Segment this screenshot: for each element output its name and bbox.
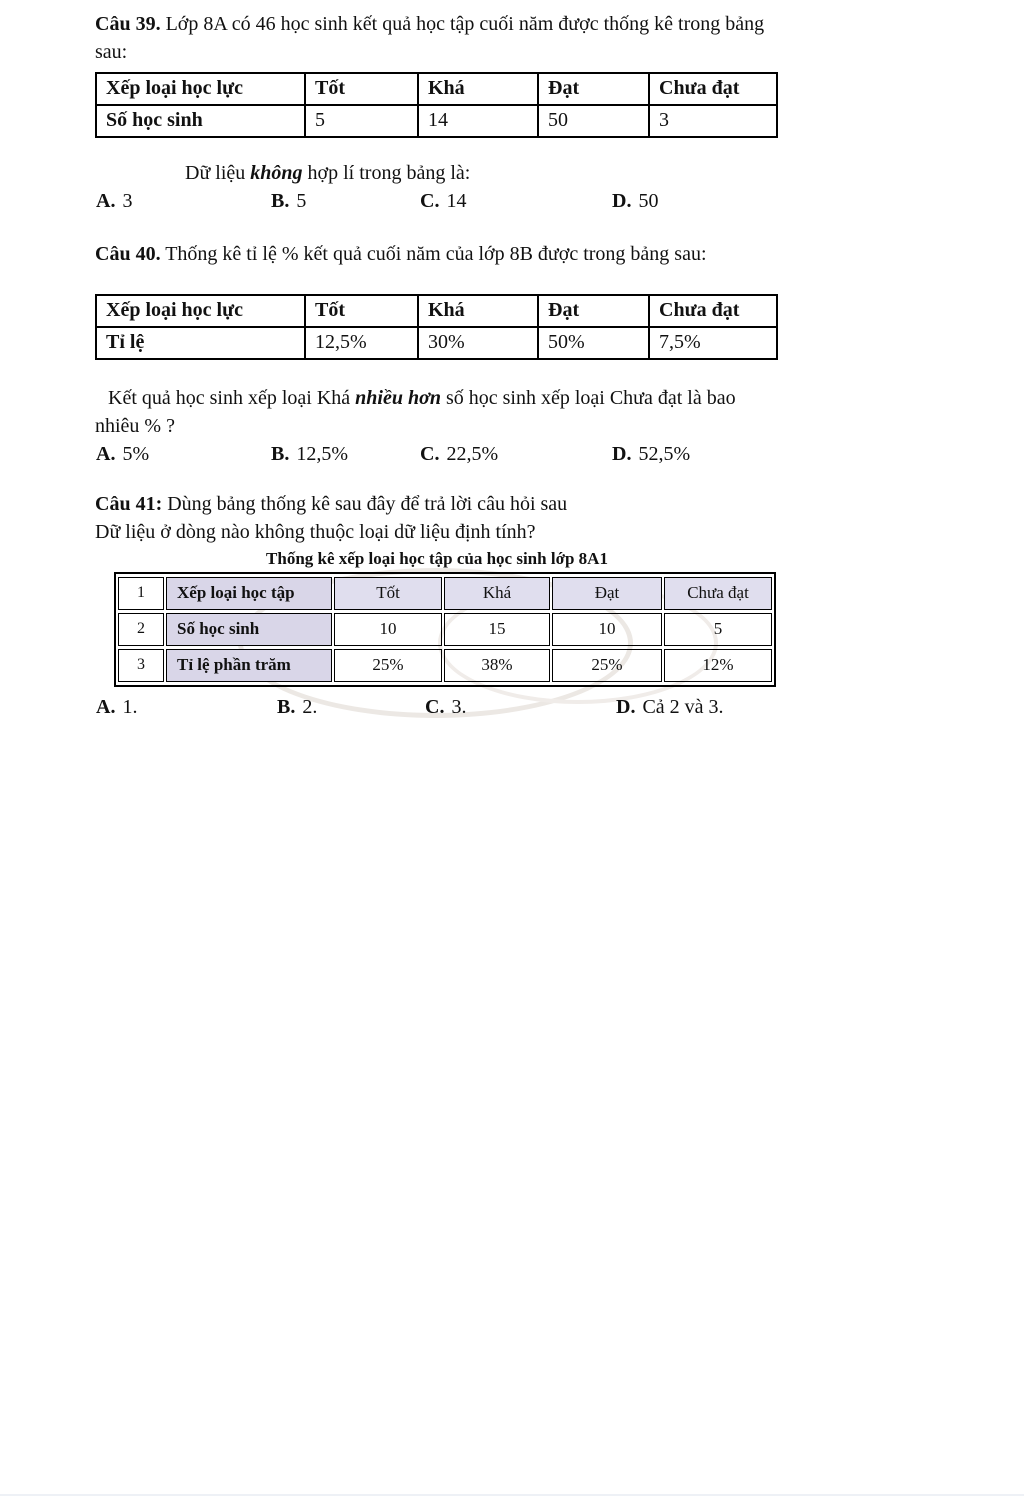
q40-table bbox=[95, 294, 778, 360]
q41-table bbox=[114, 572, 776, 687]
q41-row-number: 3 bbox=[118, 649, 164, 682]
q39-question-emphasis: không bbox=[250, 162, 303, 184]
q40-option-d: D. 52,5% bbox=[612, 443, 691, 465]
q41-table-cell: Khá bbox=[444, 577, 550, 610]
q40-table-cell: 7,5% bbox=[649, 327, 777, 359]
q40-option-a: A. 5% bbox=[96, 443, 150, 465]
q41-table-cell: 10 bbox=[552, 613, 662, 646]
q39-table-data-row bbox=[96, 105, 777, 137]
q39-table-header-cell: Tốt bbox=[305, 73, 418, 105]
q39-table-header-cell: Khá bbox=[418, 73, 538, 105]
q40-table-cell: 30% bbox=[418, 327, 538, 359]
q41-row-number: 2 bbox=[118, 613, 164, 646]
q39-table-cell: 14 bbox=[418, 105, 538, 137]
q41-table-cell: Đạt bbox=[552, 577, 662, 610]
q39-table-header-cell: Chưa đạt bbox=[649, 73, 777, 105]
q40-table-header-cell: Chưa đạt bbox=[649, 295, 777, 327]
q39-intro-line1 bbox=[95, 10, 909, 38]
q39-option-c: C. 14 bbox=[420, 190, 467, 212]
q41-option-c: C. 3. bbox=[425, 696, 467, 718]
q41-option-d: D. Cả 2 và 3. bbox=[616, 696, 724, 718]
q41-table-cell: 15 bbox=[444, 613, 550, 646]
q40-table-header-cell: Khá bbox=[418, 295, 538, 327]
q40-question-line2: nhiêu % ? bbox=[95, 415, 175, 437]
q41-row-label: Xếp loại học tập bbox=[166, 577, 332, 610]
q39-table bbox=[95, 72, 778, 138]
q39-question-post: hợp lí trong bảng là: bbox=[302, 162, 471, 184]
q41-options bbox=[95, 693, 909, 721]
question-40 bbox=[95, 240, 909, 468]
q39-intro-line2: sau: bbox=[95, 41, 128, 63]
q40-question-emphasis: nhiều hơn bbox=[355, 387, 441, 409]
q39-options bbox=[95, 187, 909, 215]
q40-question-line1 bbox=[95, 384, 909, 412]
q40-table-header-cell: Xếp loại học lực bbox=[96, 295, 305, 327]
q40-question-pre: Kết quả học sinh xếp loại Khá bbox=[108, 387, 356, 409]
q39-table-cell: 50 bbox=[538, 105, 649, 137]
q41-table-cell: 5 bbox=[664, 613, 772, 646]
q41-table-cell: 12% bbox=[664, 649, 772, 682]
q40-table-cell: 50% bbox=[538, 327, 649, 359]
q39-number: Câu 39. bbox=[95, 13, 161, 35]
q39-table-header-row bbox=[96, 73, 777, 105]
q40-intro-text: Thống kê tỉ lệ % kết quả cuối năm của lớp 8B được trong bảng sau: bbox=[160, 243, 707, 265]
q39-table-cell: 3 bbox=[649, 105, 777, 137]
q39-table-header-cell: Đạt bbox=[538, 73, 649, 105]
q39-table-row-label: Số học sinh bbox=[96, 105, 305, 137]
q41-option-b: B. 2. bbox=[277, 696, 318, 718]
q40-number: Câu 40. bbox=[95, 243, 161, 265]
q41-table-cell: 10 bbox=[334, 613, 442, 646]
q41-row-label: Số học sinh bbox=[166, 613, 332, 646]
q41-number: Câu 41: bbox=[95, 493, 163, 515]
q41-table-cell: Chưa đạt bbox=[664, 577, 772, 610]
q40-table-data-row bbox=[96, 327, 777, 359]
q40-table-row-label: Tỉ lệ bbox=[96, 327, 305, 359]
q41-table-row-2 bbox=[118, 613, 772, 646]
q41-intro-text: Dùng bảng thống kê sau đây để trả lời câu hỏi sau bbox=[162, 493, 568, 515]
question-41 bbox=[95, 490, 909, 721]
q41-row-label: Tỉ lệ phần trăm bbox=[166, 649, 332, 682]
q39-option-b: B. 5 bbox=[271, 190, 307, 212]
q39-table-header-cell: Xếp loại học lực bbox=[96, 73, 305, 105]
q41-intro-line1 bbox=[95, 490, 909, 518]
q41-table-title: Thống kê xếp loại học tập của học sinh lớp 8A1 bbox=[266, 549, 608, 568]
q41-table-cell: Tốt bbox=[334, 577, 442, 610]
q39-intro-text: Lớp 8A có 46 học sinh kết quả học tập cuối năm được thống kê trong bảng bbox=[160, 13, 765, 35]
q39-question-pre: Dữ liệu bbox=[185, 162, 251, 184]
q41-table-row-3 bbox=[118, 649, 772, 682]
q41-intro-line2: Dữ liệu ở dòng nào không thuộc loại dữ liệu định tính? bbox=[95, 521, 536, 543]
q41-table-row-1 bbox=[118, 577, 772, 610]
q40-option-b: B. 12,5% bbox=[271, 443, 349, 465]
q40-table-cell: 12,5% bbox=[305, 327, 418, 359]
q40-table-header-cell: Đạt bbox=[538, 295, 649, 327]
q40-intro bbox=[95, 240, 909, 268]
q41-table-block bbox=[114, 546, 760, 687]
q41-table-cell: 25% bbox=[334, 649, 442, 682]
q41-option-a: A. 1. bbox=[96, 696, 138, 718]
q40-table-header-row bbox=[96, 295, 777, 327]
q41-table-cell: 25% bbox=[552, 649, 662, 682]
q40-question-post: số học sinh xếp loại Chưa đạt là bao bbox=[440, 387, 736, 409]
q39-table-cell: 5 bbox=[305, 105, 418, 137]
q40-table-header-cell: Tốt bbox=[305, 295, 418, 327]
q39-question bbox=[185, 159, 909, 187]
q41-row-number: 1 bbox=[118, 577, 164, 610]
question-39 bbox=[95, 10, 909, 215]
q39-option-a: A. 3 bbox=[96, 190, 133, 212]
q40-option-c: C. 22,5% bbox=[420, 443, 499, 465]
q40-options bbox=[95, 440, 909, 468]
q41-table-cell: 38% bbox=[444, 649, 550, 682]
q39-option-d: D. 50 bbox=[612, 190, 659, 212]
